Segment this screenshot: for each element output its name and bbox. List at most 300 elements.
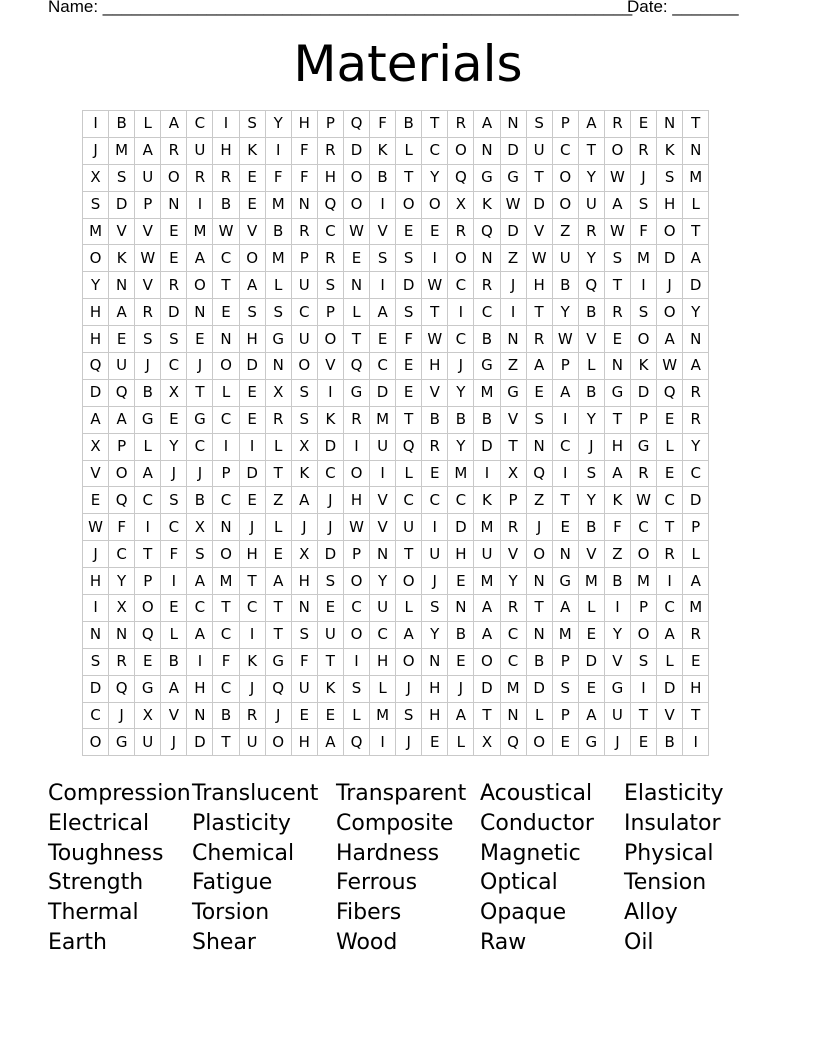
grid-letter[interactable]: S — [83, 648, 109, 675]
grid-letter[interactable]: Q — [657, 379, 683, 406]
grid-letter[interactable]: E — [161, 406, 187, 433]
grid-letter[interactable]: F — [604, 514, 630, 541]
grid-letter[interactable]: E — [161, 595, 187, 622]
grid-letter[interactable]: F — [109, 514, 135, 541]
grid-letter[interactable]: R — [500, 514, 526, 541]
grid-letter[interactable]: N — [109, 621, 135, 648]
grid-letter[interactable]: Q — [135, 621, 161, 648]
grid-letter[interactable]: E — [213, 299, 239, 326]
grid-letter[interactable]: M — [474, 568, 500, 595]
grid-letter[interactable]: C — [422, 487, 448, 514]
grid-letter[interactable]: W — [135, 245, 161, 272]
grid-letter[interactable]: A — [683, 245, 709, 272]
grid-letter[interactable]: U — [135, 729, 161, 756]
grid-letter[interactable]: R — [343, 406, 369, 433]
grid-letter[interactable]: Z — [500, 245, 526, 272]
grid-letter[interactable]: E — [630, 111, 656, 138]
grid-letter[interactable]: I — [604, 595, 630, 622]
grid-letter[interactable]: E — [317, 702, 343, 729]
grid-letter[interactable]: C — [657, 595, 683, 622]
grid-letter[interactable]: D — [317, 541, 343, 568]
grid-letter[interactable]: O — [343, 568, 369, 595]
grid-letter[interactable]: L — [265, 433, 291, 460]
grid-letter[interactable]: U — [109, 353, 135, 380]
grid-letter[interactable]: O — [239, 245, 265, 272]
grid-letter[interactable]: W — [657, 353, 683, 380]
grid-letter[interactable]: U — [317, 621, 343, 648]
grid-letter[interactable]: L — [135, 111, 161, 138]
grid-letter[interactable]: C — [448, 326, 474, 353]
grid-letter[interactable]: W — [343, 218, 369, 245]
grid-letter[interactable]: C — [317, 460, 343, 487]
grid-letter[interactable]: V — [526, 218, 552, 245]
grid-letter[interactable]: V — [370, 218, 396, 245]
grid-letter[interactable]: H — [187, 675, 213, 702]
grid-letter[interactable]: C — [448, 487, 474, 514]
grid-letter[interactable]: C — [448, 272, 474, 299]
grid-letter[interactable]: E — [657, 406, 683, 433]
grid-letter[interactable]: O — [396, 648, 422, 675]
grid-letter[interactable]: C — [552, 137, 578, 164]
grid-letter[interactable]: S — [239, 111, 265, 138]
grid-letter[interactable]: I — [213, 111, 239, 138]
grid-letter[interactable]: K — [474, 487, 500, 514]
grid-letter[interactable]: Q — [343, 353, 369, 380]
grid-letter[interactable]: A — [396, 621, 422, 648]
grid-letter[interactable]: A — [604, 191, 630, 218]
grid-letter[interactable]: D — [630, 379, 656, 406]
grid-letter[interactable]: O — [474, 648, 500, 675]
grid-letter[interactable]: W — [526, 245, 552, 272]
grid-letter[interactable]: I — [83, 111, 109, 138]
grid-letter[interactable]: D — [657, 245, 683, 272]
grid-letter[interactable]: I — [135, 514, 161, 541]
grid-letter[interactable]: E — [291, 702, 317, 729]
grid-letter[interactable]: C — [213, 245, 239, 272]
grid-letter[interactable]: R — [683, 379, 709, 406]
grid-letter[interactable]: U — [135, 164, 161, 191]
grid-letter[interactable]: C — [213, 675, 239, 702]
grid-letter[interactable]: U — [239, 729, 265, 756]
grid-letter[interactable]: G — [474, 164, 500, 191]
grid-letter[interactable]: E — [83, 487, 109, 514]
grid-letter[interactable]: D — [343, 137, 369, 164]
grid-letter[interactable]: B — [578, 379, 604, 406]
grid-letter[interactable]: I — [83, 595, 109, 622]
grid-letter[interactable]: E — [396, 353, 422, 380]
grid-letter[interactable]: O — [343, 191, 369, 218]
grid-letter[interactable]: C — [657, 487, 683, 514]
grid-letter[interactable]: R — [683, 621, 709, 648]
grid-letter[interactable]: J — [396, 729, 422, 756]
grid-letter[interactable]: P — [552, 648, 578, 675]
grid-letter[interactable]: N — [83, 621, 109, 648]
grid-letter[interactable]: C — [500, 621, 526, 648]
grid-letter[interactable]: I — [370, 460, 396, 487]
grid-letter[interactable]: R — [448, 218, 474, 245]
grid-letter[interactable]: G — [343, 379, 369, 406]
grid-letter[interactable]: R — [109, 648, 135, 675]
grid-letter[interactable]: N — [422, 648, 448, 675]
grid-letter[interactable]: S — [578, 460, 604, 487]
grid-letter[interactable]: S — [422, 595, 448, 622]
grid-letter[interactable]: C — [630, 514, 656, 541]
grid-letter[interactable]: P — [683, 514, 709, 541]
grid-letter[interactable]: Q — [343, 111, 369, 138]
grid-letter[interactable]: T — [396, 541, 422, 568]
grid-letter[interactable]: E — [422, 729, 448, 756]
grid-letter[interactable]: N — [526, 621, 552, 648]
grid-letter[interactable]: V — [135, 218, 161, 245]
grid-letter[interactable]: Q — [109, 487, 135, 514]
grid-letter[interactable]: Y — [604, 621, 630, 648]
grid-letter[interactable]: E — [239, 406, 265, 433]
grid-letter[interactable]: T — [683, 218, 709, 245]
grid-letter[interactable]: X — [135, 702, 161, 729]
grid-letter[interactable]: E — [239, 164, 265, 191]
grid-letter[interactable]: S — [161, 326, 187, 353]
grid-letter[interactable]: D — [657, 675, 683, 702]
grid-letter[interactable]: P — [213, 460, 239, 487]
grid-letter[interactable]: M — [370, 406, 396, 433]
grid-letter[interactable]: S — [265, 299, 291, 326]
grid-letter[interactable]: T — [526, 595, 552, 622]
grid-letter[interactable]: Y — [370, 568, 396, 595]
grid-letter[interactable]: O — [396, 191, 422, 218]
grid-letter[interactable]: A — [83, 406, 109, 433]
grid-letter[interactable]: Z — [500, 353, 526, 380]
grid-letter[interactable]: G — [265, 326, 291, 353]
grid-letter[interactable]: B — [552, 272, 578, 299]
grid-letter[interactable]: D — [500, 137, 526, 164]
grid-letter[interactable]: Q — [578, 272, 604, 299]
grid-letter[interactable]: H — [83, 299, 109, 326]
grid-letter[interactable]: H — [448, 541, 474, 568]
grid-letter[interactable]: J — [422, 568, 448, 595]
grid-letter[interactable]: W — [213, 218, 239, 245]
grid-letter[interactable]: W — [630, 487, 656, 514]
grid-letter[interactable]: D — [526, 675, 552, 702]
grid-letter[interactable]: L — [135, 433, 161, 460]
grid-letter[interactable]: P — [343, 541, 369, 568]
grid-letter[interactable]: L — [265, 514, 291, 541]
grid-letter[interactable]: D — [526, 191, 552, 218]
grid-letter[interactable]: A — [552, 595, 578, 622]
grid-letter[interactable]: J — [317, 487, 343, 514]
grid-letter[interactable]: P — [552, 111, 578, 138]
grid-letter[interactable]: V — [161, 702, 187, 729]
grid-letter[interactable]: X — [474, 729, 500, 756]
grid-letter[interactable]: D — [448, 514, 474, 541]
grid-letter[interactable]: Q — [343, 729, 369, 756]
grid-letter[interactable]: H — [604, 433, 630, 460]
grid-letter[interactable]: A — [474, 595, 500, 622]
grid-letter[interactable]: T — [187, 379, 213, 406]
grid-letter[interactable]: A — [187, 568, 213, 595]
grid-letter[interactable]: O — [630, 326, 656, 353]
grid-letter[interactable]: U — [396, 514, 422, 541]
grid-letter[interactable]: O — [526, 729, 552, 756]
grid-letter[interactable]: V — [135, 272, 161, 299]
grid-letter[interactable]: B — [213, 191, 239, 218]
grid-letter[interactable]: A — [578, 702, 604, 729]
grid-letter[interactable]: X — [187, 514, 213, 541]
grid-letter[interactable]: J — [239, 675, 265, 702]
grid-letter[interactable]: E — [552, 729, 578, 756]
grid-letter[interactable]: D — [578, 648, 604, 675]
grid-letter[interactable]: N — [526, 433, 552, 460]
grid-letter[interactable]: Q — [396, 433, 422, 460]
grid-letter[interactable]: Y — [578, 487, 604, 514]
grid-letter[interactable]: Q — [265, 675, 291, 702]
grid-letter[interactable]: C — [213, 406, 239, 433]
grid-letter[interactable]: N — [291, 191, 317, 218]
grid-letter[interactable]: D — [109, 191, 135, 218]
grid-letter[interactable]: N — [604, 353, 630, 380]
grid-letter[interactable]: E — [578, 675, 604, 702]
grid-letter[interactable]: Q — [448, 164, 474, 191]
grid-letter[interactable]: F — [291, 648, 317, 675]
grid-letter[interactable]: E — [239, 487, 265, 514]
grid-letter[interactable]: L — [396, 460, 422, 487]
grid-letter[interactable]: Y — [109, 568, 135, 595]
grid-letter[interactable]: R — [213, 164, 239, 191]
grid-letter[interactable]: A — [552, 379, 578, 406]
grid-letter[interactable]: H — [422, 702, 448, 729]
grid-letter[interactable]: T — [265, 595, 291, 622]
grid-letter[interactable]: U — [187, 137, 213, 164]
grid-letter[interactable]: J — [448, 353, 474, 380]
grid-letter[interactable]: D — [683, 487, 709, 514]
grid-letter[interactable]: O — [448, 137, 474, 164]
grid-letter[interactable]: O — [657, 299, 683, 326]
grid-letter[interactable]: X — [83, 164, 109, 191]
grid-letter[interactable]: E — [265, 541, 291, 568]
grid-letter[interactable]: B — [604, 568, 630, 595]
grid-letter[interactable]: M — [683, 595, 709, 622]
grid-letter[interactable]: H — [343, 487, 369, 514]
grid-letter[interactable]: J — [187, 460, 213, 487]
grid-letter[interactable]: Q — [474, 218, 500, 245]
grid-letter[interactable]: C — [213, 487, 239, 514]
grid-letter[interactable]: K — [239, 137, 265, 164]
grid-letter[interactable]: Y — [578, 245, 604, 272]
grid-letter[interactable]: B — [448, 621, 474, 648]
grid-letter[interactable]: E — [135, 648, 161, 675]
grid-letter[interactable]: N — [526, 568, 552, 595]
grid-letter[interactable]: O — [161, 164, 187, 191]
grid-letter[interactable]: L — [578, 353, 604, 380]
grid-letter[interactable]: W — [500, 191, 526, 218]
grid-letter[interactable]: A — [370, 299, 396, 326]
grid-letter[interactable]: W — [422, 326, 448, 353]
grid-letter[interactable]: N — [448, 595, 474, 622]
grid-letter[interactable]: M — [630, 568, 656, 595]
grid-letter[interactable]: W — [552, 326, 578, 353]
grid-letter[interactable]: V — [500, 406, 526, 433]
grid-letter[interactable]: S — [135, 326, 161, 353]
grid-letter[interactable]: D — [161, 299, 187, 326]
grid-letter[interactable]: N — [370, 541, 396, 568]
grid-letter[interactable]: S — [317, 568, 343, 595]
grid-letter[interactable]: C — [135, 487, 161, 514]
grid-letter[interactable]: K — [657, 137, 683, 164]
grid-letter[interactable]: G — [265, 648, 291, 675]
grid-letter[interactable]: H — [422, 353, 448, 380]
grid-letter[interactable]: B — [265, 218, 291, 245]
grid-letter[interactable]: T — [604, 406, 630, 433]
grid-letter[interactable]: J — [526, 514, 552, 541]
grid-letter[interactable]: C — [83, 702, 109, 729]
grid-letter[interactable]: N — [265, 353, 291, 380]
grid-letter[interactable]: S — [109, 164, 135, 191]
grid-letter[interactable]: D — [474, 433, 500, 460]
grid-letter[interactable]: H — [291, 111, 317, 138]
grid-letter[interactable]: O — [83, 729, 109, 756]
grid-letter[interactable]: G — [604, 379, 630, 406]
grid-letter[interactable]: X — [109, 595, 135, 622]
grid-letter[interactable]: A — [448, 702, 474, 729]
grid-letter[interactable]: V — [657, 702, 683, 729]
grid-letter[interactable]: B — [474, 406, 500, 433]
grid-letter[interactable]: D — [500, 218, 526, 245]
grid-letter[interactable]: L — [265, 272, 291, 299]
grid-letter[interactable]: O — [317, 326, 343, 353]
grid-letter[interactable]: U — [552, 245, 578, 272]
grid-letter[interactable]: T — [657, 514, 683, 541]
grid-letter[interactable]: C — [187, 595, 213, 622]
grid-letter[interactable]: O — [291, 353, 317, 380]
grid-letter[interactable]: U — [422, 541, 448, 568]
grid-letter[interactable]: G — [500, 164, 526, 191]
grid-letter[interactable]: I — [187, 648, 213, 675]
grid-letter[interactable]: C — [370, 621, 396, 648]
grid-letter[interactable]: V — [578, 541, 604, 568]
grid-letter[interactable]: I — [187, 191, 213, 218]
grid-letter[interactable]: E — [448, 648, 474, 675]
grid-letter[interactable]: O — [343, 164, 369, 191]
grid-letter[interactable]: Q — [526, 460, 552, 487]
grid-letter[interactable]: K — [291, 460, 317, 487]
grid-letter[interactable]: U — [291, 272, 317, 299]
grid-letter[interactable]: G — [187, 406, 213, 433]
grid-letter[interactable]: M — [552, 621, 578, 648]
grid-letter[interactable]: V — [370, 514, 396, 541]
grid-letter[interactable]: J — [578, 433, 604, 460]
grid-letter[interactable]: I — [657, 568, 683, 595]
grid-letter[interactable]: L — [683, 191, 709, 218]
grid-letter[interactable]: H — [683, 675, 709, 702]
grid-letter[interactable]: K — [630, 353, 656, 380]
grid-letter[interactable]: T — [500, 433, 526, 460]
grid-letter[interactable]: M — [83, 218, 109, 245]
grid-letter[interactable]: S — [396, 299, 422, 326]
grid-letter[interactable]: X — [291, 433, 317, 460]
grid-letter[interactable]: T — [135, 541, 161, 568]
grid-letter[interactable]: R — [317, 245, 343, 272]
grid-letter[interactable]: T — [265, 460, 291, 487]
grid-letter[interactable]: M — [187, 218, 213, 245]
grid-letter[interactable]: N — [213, 514, 239, 541]
grid-letter[interactable]: O — [265, 729, 291, 756]
grid-letter[interactable]: Z — [526, 487, 552, 514]
grid-letter[interactable]: R — [161, 272, 187, 299]
grid-letter[interactable]: T — [343, 326, 369, 353]
grid-letter[interactable]: P — [630, 406, 656, 433]
grid-letter[interactable]: T — [213, 595, 239, 622]
grid-letter[interactable]: A — [161, 675, 187, 702]
grid-letter[interactable]: Q — [109, 379, 135, 406]
grid-letter[interactable]: T — [526, 299, 552, 326]
grid-letter[interactable]: Q — [317, 191, 343, 218]
grid-letter[interactable]: S — [630, 191, 656, 218]
grid-letter[interactable]: D — [83, 675, 109, 702]
grid-letter[interactable]: P — [317, 111, 343, 138]
grid-letter[interactable]: C — [343, 595, 369, 622]
grid-letter[interactable]: K — [109, 245, 135, 272]
grid-letter[interactable]: P — [135, 191, 161, 218]
grid-letter[interactable]: T — [474, 702, 500, 729]
grid-letter[interactable]: J — [135, 353, 161, 380]
grid-letter[interactable]: K — [604, 487, 630, 514]
grid-letter[interactable]: R — [187, 164, 213, 191]
grid-letter[interactable]: S — [657, 164, 683, 191]
grid-letter[interactable]: T — [422, 299, 448, 326]
grid-letter[interactable]: I — [500, 299, 526, 326]
grid-letter[interactable]: P — [500, 487, 526, 514]
grid-letter[interactable]: R — [604, 111, 630, 138]
grid-letter[interactable]: J — [239, 514, 265, 541]
grid-letter[interactable]: G — [604, 675, 630, 702]
grid-letter[interactable]: J — [657, 272, 683, 299]
grid-letter[interactable]: V — [370, 487, 396, 514]
grid-letter[interactable]: T — [239, 568, 265, 595]
grid-letter[interactable]: Y — [422, 621, 448, 648]
grid-letter[interactable]: L — [657, 648, 683, 675]
grid-letter[interactable]: S — [83, 191, 109, 218]
grid-letter[interactable]: A — [526, 353, 552, 380]
grid-letter[interactable]: K — [317, 406, 343, 433]
grid-letter[interactable]: J — [265, 702, 291, 729]
grid-letter[interactable]: Z — [265, 487, 291, 514]
grid-letter[interactable]: X — [291, 541, 317, 568]
grid-letter[interactable]: S — [396, 702, 422, 729]
grid-letter[interactable]: N — [500, 702, 526, 729]
grid-letter[interactable]: O — [187, 272, 213, 299]
grid-letter[interactable]: B — [448, 406, 474, 433]
grid-letter[interactable]: B — [370, 164, 396, 191]
grid-letter[interactable]: K — [317, 675, 343, 702]
grid-letter[interactable]: E — [526, 379, 552, 406]
grid-letter[interactable]: C — [161, 353, 187, 380]
grid-letter[interactable]: Z — [604, 541, 630, 568]
grid-letter[interactable]: X — [265, 379, 291, 406]
grid-letter[interactable]: A — [657, 621, 683, 648]
grid-letter[interactable]: R — [683, 406, 709, 433]
grid-letter[interactable]: E — [396, 379, 422, 406]
grid-letter[interactable]: T — [526, 164, 552, 191]
grid-letter[interactable]: L — [683, 541, 709, 568]
grid-letter[interactable]: F — [265, 164, 291, 191]
grid-letter[interactable]: V — [578, 326, 604, 353]
grid-letter[interactable]: R — [448, 111, 474, 138]
grid-letter[interactable]: L — [448, 729, 474, 756]
grid-letter[interactable]: S — [604, 245, 630, 272]
grid-letter[interactable]: N — [552, 541, 578, 568]
grid-letter[interactable]: A — [474, 621, 500, 648]
grid-letter[interactable]: T — [213, 729, 239, 756]
grid-letter[interactable]: O — [657, 218, 683, 245]
